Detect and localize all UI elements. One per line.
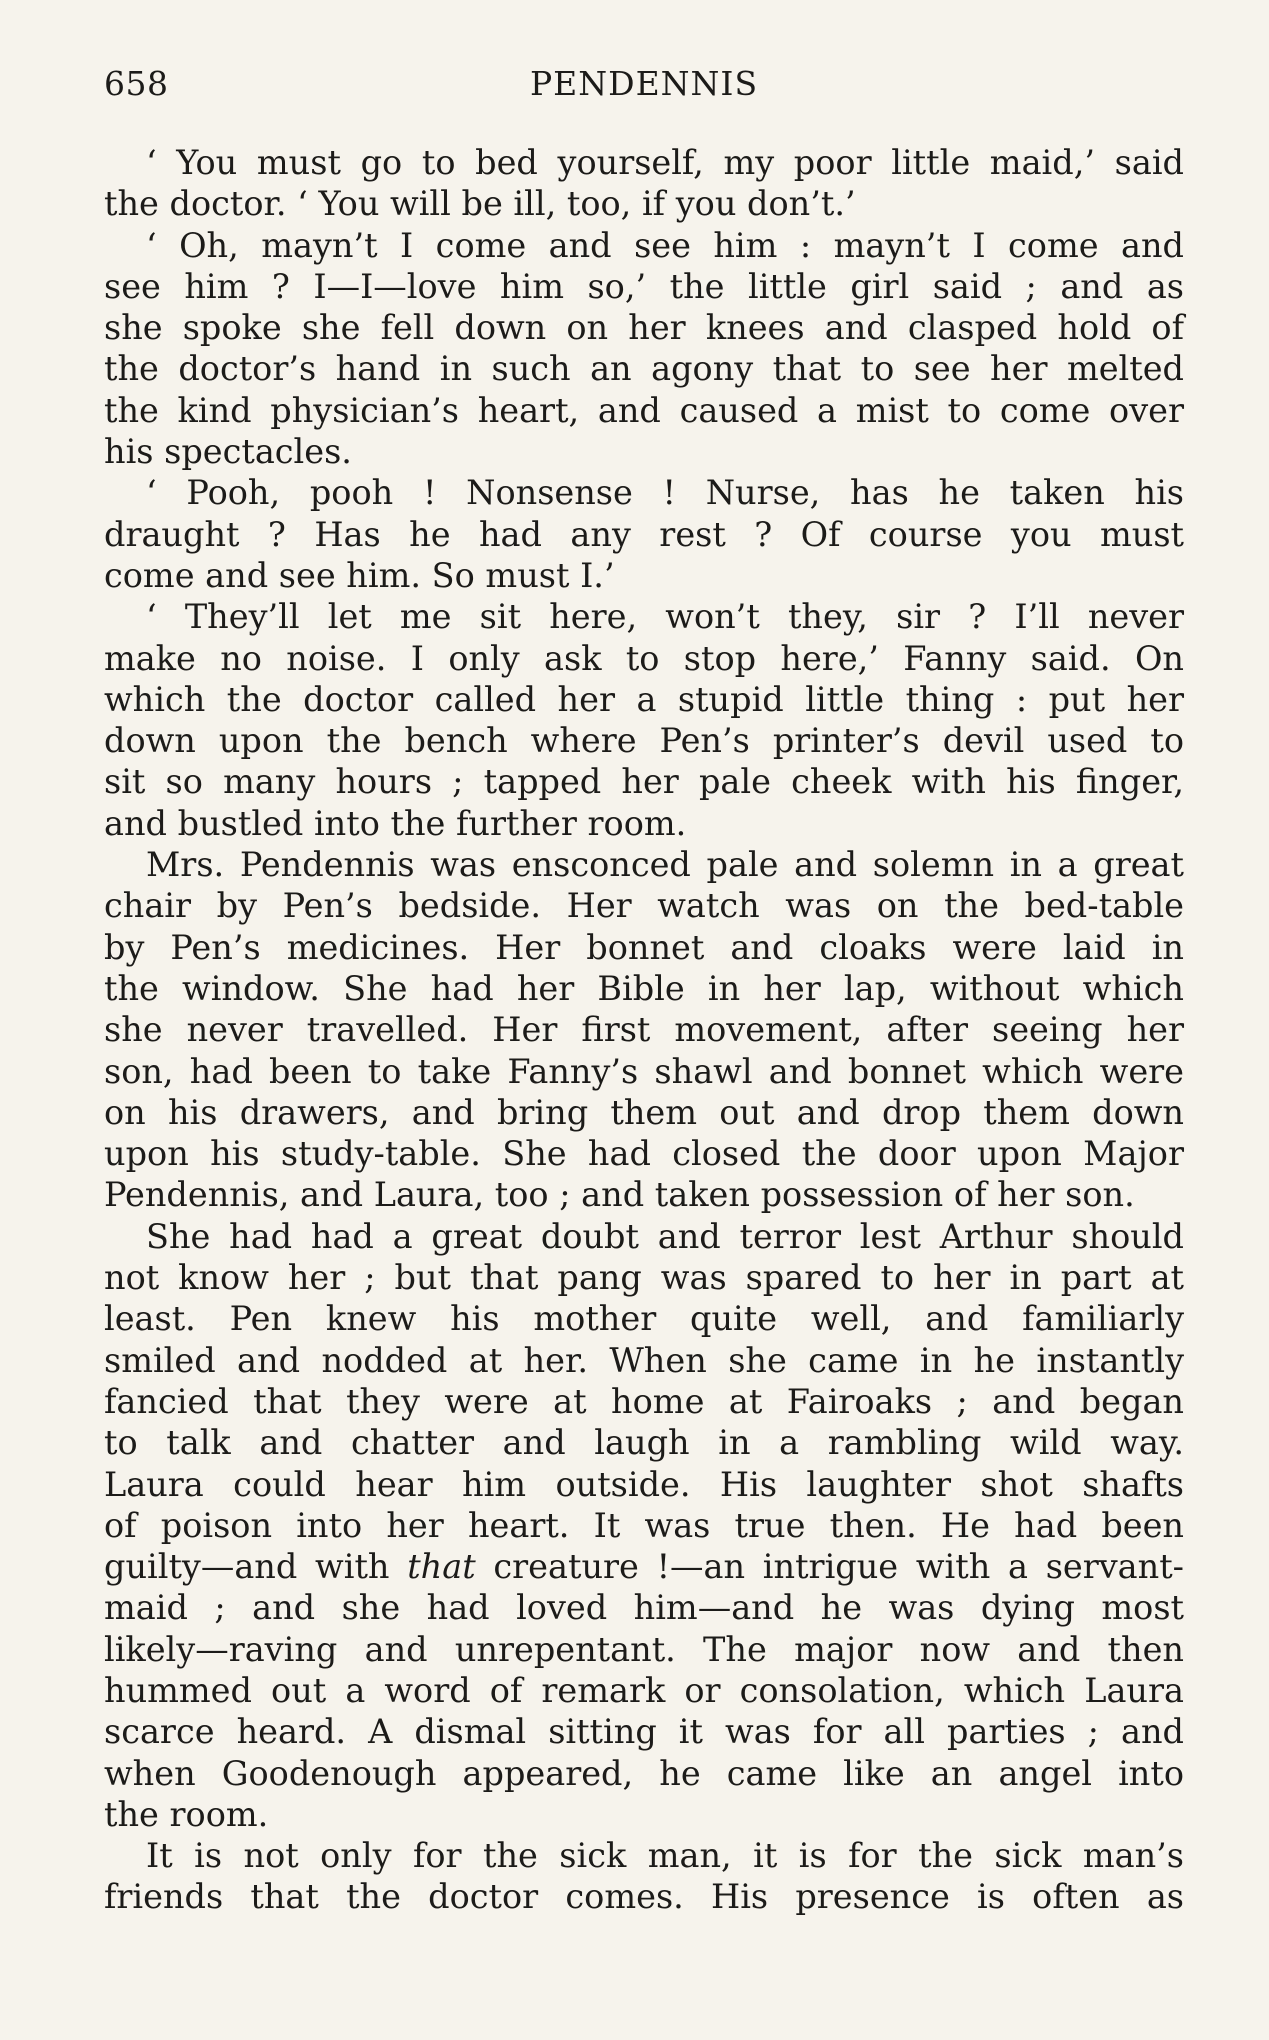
text-segment: guilty—and with [104,1547,408,1587]
text-line: sit so many hours ; tapped her pale cheek with his finger, [104,762,1184,802]
text-line: It is not only for the sick man, it is for the sick man’s [146,1836,1184,1876]
text-line: She had had a great doubt and terror lest Arthur should [146,1216,1184,1256]
text-line: down upon the bench where Pen’s printer’s devil used to [104,721,1184,761]
text-line: smiled and nodded at her. When she came in he instantly [104,1340,1184,1380]
text-line: on his drawers, and bring them out and drop them down [104,1092,1184,1132]
text-line: the doctor. ‘ You will be ill, too, if you don’t.’ [104,184,856,224]
text-line: the room. [104,1794,269,1834]
text-line: the doctor’s hand in such an agony that to see her melted [104,349,1184,389]
text-line: ‘ Pooh, pooh ! Nonsense ! Nurse, has he taken his [146,473,1184,513]
text-line: Mrs. Pendennis was ensconced pale and solemn in a great [146,845,1184,885]
text-line: she never travelled. Her first movement, after seeing her [104,1010,1184,1050]
running-title: PENDENNIS [529,64,759,103]
text-line: ‘ They’ll let me sit here, won’t they, sir ? I’ll never [146,597,1184,637]
text-line: son, had been to take Fanny’s shawl and bonnet which were [104,1051,1184,1091]
text-line: least. Pen knew his mother quite well, and familiarly [104,1299,1184,1339]
text-line: scarce heard. A dismal sitting it was for all parties ; and [104,1712,1184,1752]
text-line: of poison into her heart. It was true then. He had been [104,1505,1184,1545]
text-line: and bustled into the further room. [104,803,687,843]
text-line: chair by Pen’s bedside. Her watch was on the bed-table [104,886,1184,926]
italic-emphasis: that [407,1547,476,1587]
text-segment: creature !—an intrigue with a servant- [475,1547,1184,1587]
text-line: ‘ Oh, mayn’t I come and see him : mayn’t I come and [146,225,1184,265]
text-line: Laura could hear him outside. His laughter shot shafts [104,1464,1184,1504]
text-line: upon his study-table. She had closed the door upon Major [104,1134,1184,1174]
text-line: likely—raving and unrepentant. The major now and then [104,1629,1184,1669]
text-line: which the doctor called her a stupid little thing : put her [104,679,1184,719]
text-line: by Pen’s medicines. Her bonnet and cloaks were laid in [104,927,1184,967]
text-line: make no noise. I only ask to stop here,’ Fanny said. On [104,638,1184,678]
page-number: 658 [104,64,169,103]
text-line: see him ? I—I—love him so,’ the little girl said ; and as [104,266,1184,306]
text-line: she spoke she fell down on her knees and clasped hold of [104,308,1184,348]
text-line: maid ; and she had loved him—and he was dying most [104,1588,1184,1628]
text-line: hummed out a word of remark or consolation, which Laura [104,1670,1184,1710]
text-line: the kind physician’s heart, and caused a mist to come over [104,390,1184,430]
text-line: draught ? Has he had any rest ? Of course you must [104,514,1184,554]
text-line: to talk and chatter and laugh in a rambling wild way. [104,1423,1184,1463]
body-text [104,142,1184,1918]
text-line: come and see him. So must I.’ [104,555,615,595]
text-line: his spectacles. [104,432,352,472]
text-line [104,1546,1184,1587]
text-line: when Goodenough appeared, he came like an angel into [104,1753,1184,1793]
text-line: ‘ You must go to bed yourself, my poor little maid,’ said [146,143,1184,182]
text-line: not know her ; but that pang was spared to her in part at [104,1258,1184,1298]
text-line: Pendennis, and Laura, too ; and taken possession of her son. [104,1175,1135,1215]
text-line: the window. She had her Bible in her lap, without which [104,968,1184,1008]
page-header [104,64,1184,108]
text-line: friends that the doctor comes. His presence is often as [104,1877,1184,1917]
text-line: fancied that they were at home at Fairoaks ; and began [104,1381,1184,1421]
